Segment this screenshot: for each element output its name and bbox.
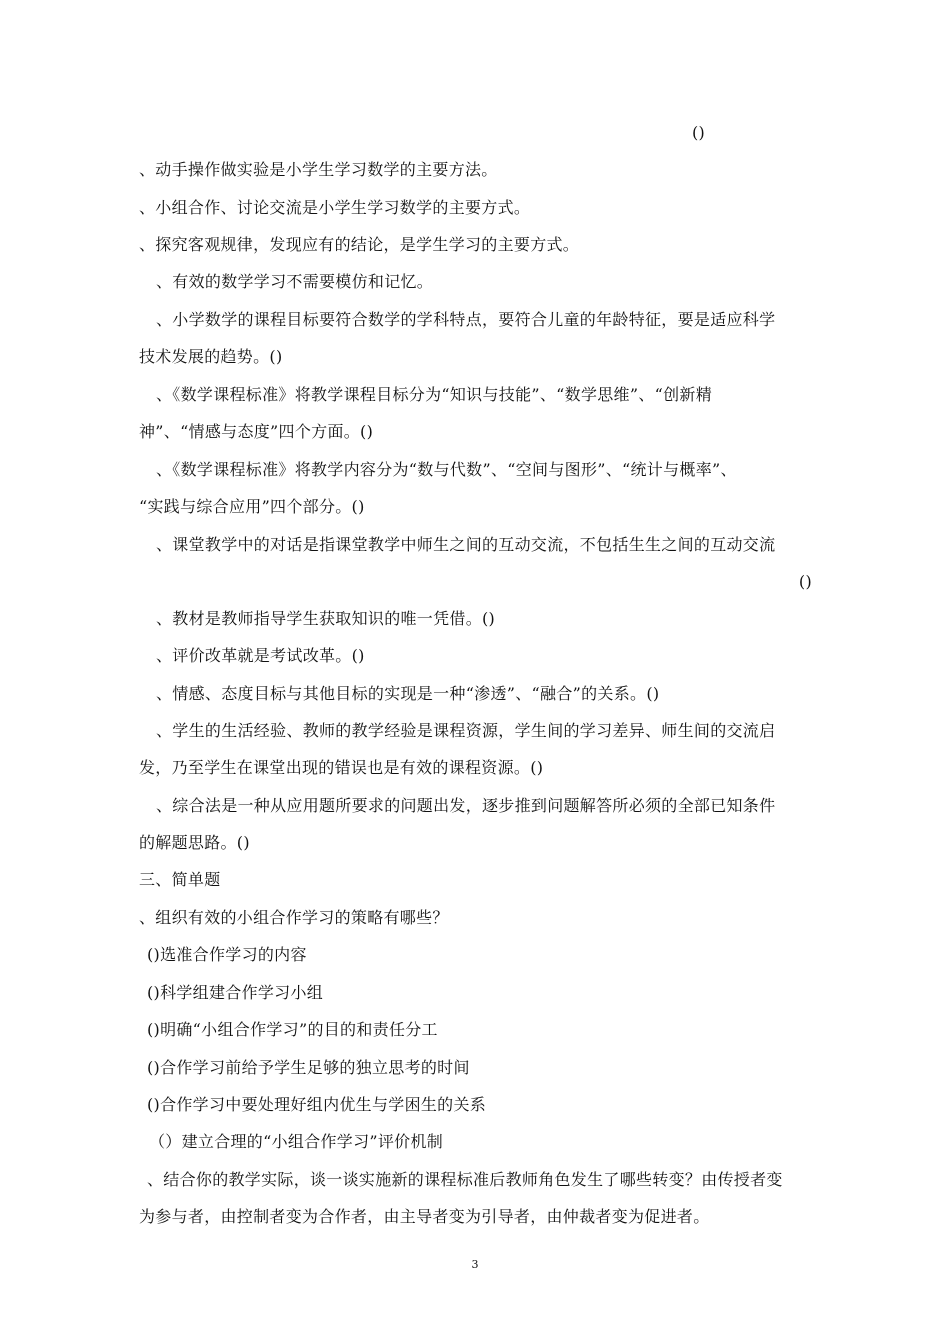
answer-item: ()合作学习中要处理好组内优生与学困生的关系: [147, 1095, 487, 1114]
answer-blank: (): [798, 572, 812, 591]
question-line: 、《数学课程标准》将教学内容分为“数与代数”、“空间与图形”、“统计与概率”、: [156, 460, 737, 479]
answer-blank: (): [692, 123, 706, 142]
question-line: 、小组合作、讨论交流是小学生学习数学的主要方式。: [139, 198, 531, 217]
question-line: 、综合法是一种从应用题所要求的问题出发，逐步推到问题解答所必须的全部已知条件: [156, 796, 776, 815]
question-line: 、组织有效的小组合作学习的策略有哪些？: [139, 908, 449, 927]
answer-item: ()科学组建合作学习小组: [147, 983, 324, 1002]
answer-item: ()选准合作学习的内容: [147, 945, 307, 964]
answer-item: ()明确“小组合作学习”的目的和责任分工: [147, 1020, 438, 1039]
answer-item: ()合作学习前给予学生足够的独立思考的时间: [147, 1058, 470, 1077]
answer-item: （）建立合理的“小组合作学习”评价机制: [149, 1132, 444, 1151]
question-line: 的解题思路。(): [139, 833, 250, 852]
question-line: 神”、“情感与态度”四个方面。(): [139, 422, 374, 441]
question-line: 、学生的生活经验、教师的教学经验是课程资源，学生间的学习差异、师生间的交流启: [156, 721, 776, 740]
question-line: 、情感、态度目标与其他目标的实现是一种“渗透”、“融合”的关系。(): [156, 684, 660, 703]
section-heading: 三、简单题: [139, 870, 221, 889]
question-line: 、小学数学的课程目标要符合数学的学科特点，要符合儿童的年龄特征，要是适应科学: [156, 310, 776, 329]
page-number: 3: [471, 1258, 479, 1271]
question-line: 、评价改革就是考试改革。(): [156, 646, 365, 665]
question-line: 、有效的数学学习不需要模仿和记忆。: [156, 272, 434, 291]
question-line: 、结合你的教学实际，谈一谈实施新的课程标准后教师角色发生了哪些转变？由传授者变: [147, 1170, 783, 1189]
question-line: 、课堂教学中的对话是指课堂教学中师生之间的互动交流，不包括生生之间的互动交流: [156, 535, 776, 554]
question-line: 为参与者，由控制者变为合作者，由主导者变为引导者，由仲裁者变为促进者。: [139, 1207, 710, 1226]
question-line: 技术发展的趋势。(): [139, 347, 283, 366]
question-line: 、教材是教师指导学生获取知识的唯一凭借。(): [156, 609, 496, 628]
question-line: 、《数学课程标准》将教学课程目标分为“知识与技能”、“数学思维”、“创新精: [156, 385, 712, 404]
question-line: “实践与综合应用”四个部分。(): [139, 497, 365, 516]
question-line: 、动手操作做实验是小学生学习数学的主要方法。: [139, 160, 498, 179]
question-line: 、探究客观规律，发现应有的结论，是学生学习的主要方式。: [139, 235, 580, 254]
question-line: 发，乃至学生在课堂出现的错误也是有效的课程资源。(): [139, 758, 544, 777]
